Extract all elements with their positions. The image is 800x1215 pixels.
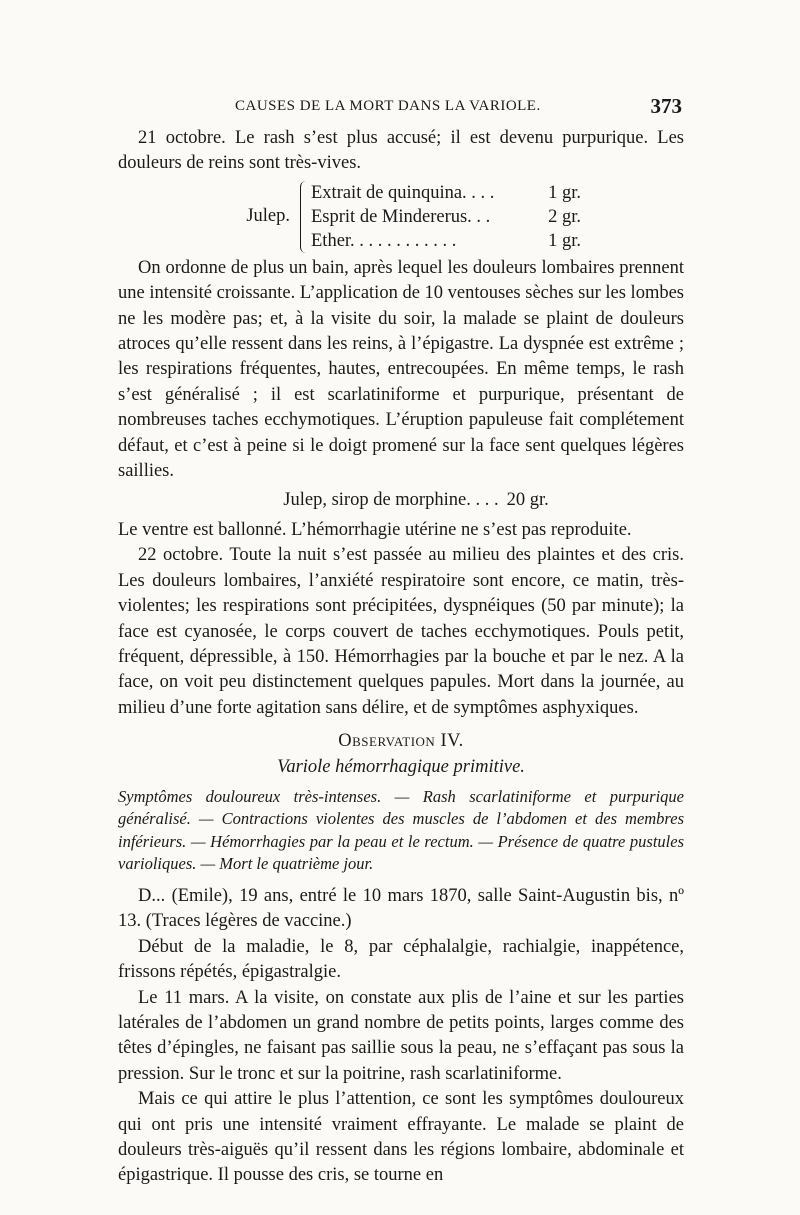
- paragraph-abdomen: Le ventre est ballonné. L’hémorrhagie utérine ne s’est pas reproduite.: [118, 519, 632, 540]
- paragraph-mar-11: Le 11 mars. A la visite, on constate aux plis de l’aine et sur les parties latérales de l’abdomen un grand nombre de petits points, larges comme des têtes d’épingles, ne faisant pas saillie sous la peau, ne s’effaçant pas sous la pression. Sur le tronc et sur la poitrine, rash scarlatiniforme.: [118, 987, 684, 1084]
- observation-title: Observation IV.: [338, 731, 464, 752]
- julep-label: Julep.: [246, 206, 290, 227]
- paragraph-bath: On ordonne de plus un bain, après lequel les douleurs lombaires prennent une intensité croissante. L’application de 10 ventouses sèches sur les lombes ne les modère pas; et, à la visite du soir, la malade se plaint de douleurs atroces qu’elle ressent dans les reins, à l’épigastre. La dyspnée est extrême ; les respirations fréquentes, hautes, entrecoupées. En même temps, le rash s’est généralisé ; il est scarlatiniforme et purpurique, présentant de nombreuses taches ecchymotiques. L’éruption papuleuse fait complétement défaut, et c’est à peine si le doigt promené sur la face sent quelques légères saillies.: [118, 257, 685, 482]
- morphine-prescription: [118, 488, 684, 513]
- paragraph-oct-22: 22 octobre. Toute la nuit s’est passée au milieu des plaintes et des cris. Les douleurs lombaires, l’anxiété respiratoire sont encore, ce matin, très-violentes; les respirations sont précipitées, dyspnéiques (50 par minute); la face est cyanosée, le corps couvert de taches ecchymotiques. Pouls petit, fréquent, dépressible, à 150. Hémorrhagies par la bouche et par le nez. A la face, on voit peu distinctement quelques papules. Mort dans la journée, au milieu d’une forte agitation sans délire, et de symptômes asphyxiques.: [118, 545, 684, 718]
- morphine-recipe-qty: 20 gr.: [506, 490, 549, 511]
- running-title: CAUSES DE LA MORT DANS LA VARIOLE.: [235, 98, 541, 114]
- observation-summary: Symptômes douloureux très-intenses. — Rash scarlatiniforme et purpurique généralisé. — Contractions violentes des muscles de l’abdomen et des membres inférieurs. — Hémorrhagies par la peau et le rectum. — Présence de quatre pustules varioliques. — Mort le quatrième jour.: [118, 786, 684, 874]
- page-body: [118, 126, 684, 1189]
- morphine-recipe-name: Julep, sirop de morphine. . . .: [283, 490, 499, 511]
- paragraph-oct-21: 21 octobre. Le rash s’est plus accusé; il est devenu purpurique. Les douleurs de reins sont très-vives.: [118, 128, 684, 174]
- ingredient-qty: 2 gr.: [548, 206, 581, 227]
- page-header: [118, 94, 682, 122]
- observation-subtitle: Variole hémorrhagique primitive.: [277, 756, 525, 777]
- page-number: 373: [650, 94, 682, 118]
- paragraph-patient: D... (Emile), 19 ans, entré le 10 mars 1870, salle Saint-Augustin bis, nº 13. (Traces légères de vaccine.): [118, 885, 684, 932]
- ingredient-name: Esprit de Mindererus. . .: [311, 206, 491, 227]
- ingredient-row: [311, 229, 581, 253]
- paragraph-onset: Début de la maladie, le 8, par céphalalgie, rachialgie, inappétence, frissons répétés, épigastralgie.: [118, 936, 684, 983]
- ingredient-name: Ether. . . . . . . . . . . .: [311, 230, 457, 251]
- julep-ingredients: [300, 181, 581, 253]
- paragraph-pain: Mais ce qui attire le plus l’attention, ce sont les symptômes douloureux qui ont pris une intensité vraiment effrayante. Le malade se plaint de douleurs très-aiguës qu’il ressent dans les régions lombaire, abdominale et épigastrique. Il pousse des cris, se tourne en: [118, 1089, 684, 1186]
- ingredient-qty: 1 gr.: [548, 230, 581, 251]
- ingredient-qty: 1 gr.: [548, 182, 581, 203]
- ingredient-row: [311, 181, 581, 205]
- ingredient-row: [311, 205, 581, 229]
- julep-prescription: [118, 181, 684, 253]
- ingredient-name: Extrait de quinquina. . . .: [311, 182, 495, 203]
